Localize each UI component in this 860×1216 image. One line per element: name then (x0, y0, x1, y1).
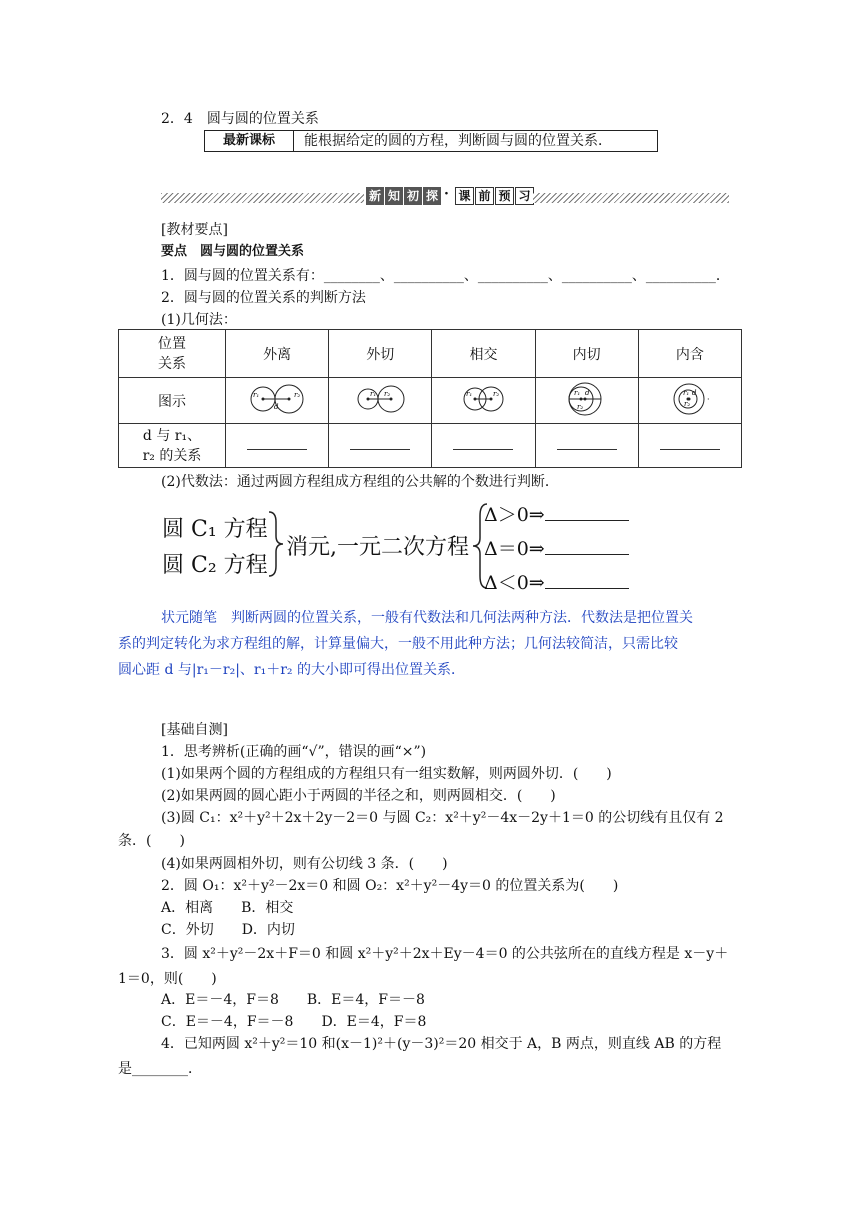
banner-char: 知 (385, 187, 403, 205)
note-line: 圆心距 d 与|r₁－r₂|、r₁＋r₂ 的大小即可得出位置关系． (118, 662, 465, 678)
col-header: 内含 (638, 330, 741, 378)
relation-label: r₂ 的关系 (142, 447, 202, 464)
banner-part2 (455, 187, 535, 205)
banner-char: 习 (515, 187, 534, 205)
q2-stem: 2．圆 O₁：x²＋y²－2x＝0 和圆 O₂：x²＋y²－4y＝0 的位置关系为( ) (161, 878, 619, 894)
relation-row-label-cell (119, 424, 226, 468)
figure-intersect (432, 378, 535, 424)
label-d: d (274, 402, 279, 411)
relation-blank (535, 424, 638, 468)
svg-text:r₂: r₂ (683, 399, 691, 408)
self-test-heading: [基础自测] (161, 722, 228, 738)
q2-options-cd: C．外切 D．内切 (161, 922, 295, 938)
relation-blank (638, 424, 741, 468)
banner-char: 初 (404, 187, 422, 205)
note-line: 系的判定转化为求方程组的解，计算量偏大，一般不用此种方法；几何法较简洁，只需比较 (118, 636, 678, 652)
q3-stem-cont: 1＝0，则( ) (118, 971, 217, 987)
relation-blank (226, 424, 329, 468)
case-gt: Δ＞0⇒ (484, 500, 629, 527)
col-header: 外切 (329, 330, 432, 378)
item-1: 1．圆与圆的位置关系有：________、__________、__________、__________、__________． (161, 268, 730, 284)
q2-options-ab: A．相离 B．相交 (161, 900, 294, 916)
label-r1: r₁ (253, 390, 260, 399)
svg-text:d: d (691, 388, 697, 397)
note-line: 状元随笔 判断两圆的位置关系，一般有代数法和几何法两种方法．代数法是把位置关 (161, 610, 693, 626)
figure-external-tangent (329, 378, 432, 424)
banner-char: 新 (366, 187, 384, 205)
figure-contained (638, 378, 741, 424)
section-title: 2．4 圆与圆的位置关系 (161, 111, 319, 127)
svg-text:r₂: r₂ (384, 389, 391, 398)
standard-label: 最新课标 (205, 131, 294, 151)
banner-char: 前 (475, 187, 494, 205)
q1-item-2: (2)如果两圆的圆心距小于两圆的半径之和，则两圆相交．( ) (161, 788, 556, 804)
banner-dot: · (444, 186, 449, 202)
standard-text: 能根据给定的圆的方程，判断圆与圆的位置关系． (304, 133, 612, 149)
svg-text:r₂: r₂ (493, 389, 500, 398)
svg-text:d: d (584, 388, 590, 397)
banner-char: 课 (455, 187, 474, 205)
point-title: 要点 圆与圆的位置关系 (161, 244, 305, 259)
relation-blank (329, 424, 432, 468)
eq-c2: 圆 C₂ 方程 (162, 553, 268, 578)
banner-char: 预 (495, 187, 514, 205)
q4-stem-cont: 是________． (118, 1061, 202, 1077)
col-header: 相交 (432, 330, 535, 378)
header-label: 关系 (158, 355, 186, 372)
q4-stem: 4．已知两圆 x²＋y²＝10 和(x－1)²＋(y－3)²＝20 相交于 A，B 两点，则直线 AB 的方程 (161, 1036, 722, 1052)
banner-hatch-right (533, 193, 729, 203)
col-header: 内切 (535, 330, 638, 378)
eq-c1: 圆 C₁ 方程 (162, 517, 268, 542)
label-r2: r₂ (294, 390, 301, 399)
q1-stem: 1．思考辨析(正确的画“√”，错误的画“×”) (161, 744, 427, 760)
figure-separate (226, 378, 329, 424)
header-label-cell (119, 330, 226, 378)
figure-internal-tangent (535, 378, 638, 424)
svg-text:r₁: r₁ (466, 389, 473, 398)
q3-options-cd: C．E＝－4，F＝－8 D．E＝4，F＝8 (161, 1014, 427, 1030)
relation-blank (432, 424, 535, 468)
case-lt: Δ＜0⇒ (484, 568, 629, 595)
q3-stem: 3．圆 x²＋y²－2x＋F＝0 和圆 x²＋y²＋2x＋Ey－4＝0 的公共弦所在的直线方程是 x－y＋ (161, 946, 729, 962)
banner-part1 (366, 187, 442, 205)
position-table (118, 329, 742, 468)
textbook-points-heading: [教材要点] (161, 222, 228, 238)
svg-text:r₂: r₂ (576, 402, 583, 411)
elimination-text: 消元,一元二次方程 (286, 535, 469, 560)
banner-hatch-left (161, 193, 364, 203)
header-label: 位置 (158, 335, 186, 352)
svg-text:·: · (706, 394, 710, 404)
q1-item-1: (1)如果两个圆的方程组成的方程组只有一组实数解，则两圆外切．( ) (161, 766, 612, 782)
q1-item-4: (4)如果两圆相外切，则有公切线 3 条．( ) (161, 856, 448, 872)
q3-options-ab: A．E＝－4，F＝8 B．E＝4，F＝－8 (161, 992, 425, 1008)
col-header: 外离 (226, 330, 329, 378)
curriculum-standard-box (204, 130, 658, 152)
algebraic-method: (2)代数法：通过两圆方程组成方程组的公共解的个数进行判断． (161, 474, 559, 490)
geometric-method: (1)几何法： (161, 312, 237, 328)
svg-text:r₁: r₁ (682, 388, 690, 397)
banner-char: 探 (423, 187, 441, 205)
q1-item-3-cont: 条．( ) (118, 833, 185, 849)
item-2: 2．圆与圆的位置关系的判断方法 (161, 290, 366, 306)
svg-text:r₁: r₁ (370, 389, 377, 398)
relation-label: d 与 r₁、 (142, 427, 202, 444)
svg-text:r₁: r₁ (573, 388, 580, 397)
figure-row-label: 图示 (119, 378, 226, 424)
brace-right (266, 508, 286, 580)
case-eq: Δ＝0⇒ (484, 534, 629, 561)
q1-item-3: (3)圆 C₁：x²＋y²＋2x＋2y－2＝0 与圆 C₂：x²＋y²－4x－2y＋1＝0 的公切线有且仅有 2 (161, 810, 724, 826)
